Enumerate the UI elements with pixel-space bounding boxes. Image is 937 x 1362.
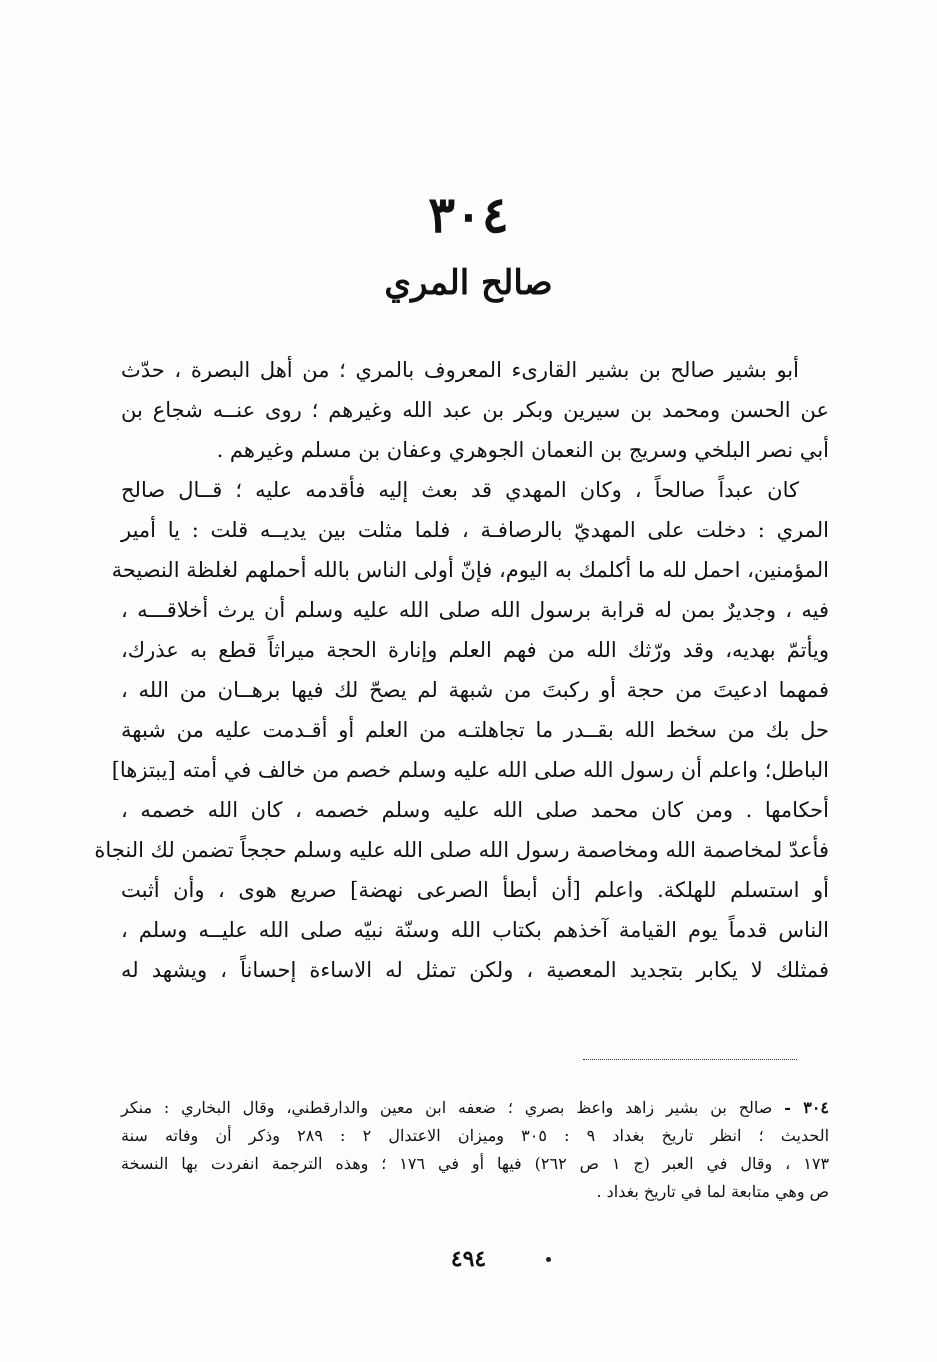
- footnote-number: ٣٠٤ -: [784, 1098, 829, 1117]
- entry-title: صالح المري: [384, 263, 553, 303]
- body-line: ويأتمّ بهديه، وقد ورّثك الله من فهم العلم وإنارة الحجة ميراثاً قطع به عذرك،: [121, 638, 829, 662]
- footnote-line: [121, 1094, 829, 1122]
- body-line: المؤمنين، احمل لله ما أكلمك به اليوم، فإنّ أولى الناس بالله أحملهم لغلظة النصيحة: [111, 558, 829, 582]
- body-line: أبو بشير صالح بن بشير القارىء المعروف بالمري ؛ من أهل البصرة ، حدّث: [121, 358, 799, 382]
- body-line: المري : دخلت على المهديّ بالرصافـة ، فلما مثلت بين يديــه قلت : يا أمير: [121, 518, 829, 542]
- body-line: كان عبداً صالحاً ، وكان المهدي قد بعث إليه فأقدمه عليه ؛ قــال صالح: [121, 478, 799, 502]
- body-line: الباطل؛ واعلم أن رسول الله صلى الله عليه وسلم خصم من خالف في أمته [يبتزها]: [111, 758, 829, 782]
- page-number: ٤٩٤: [450, 1246, 487, 1272]
- page-dot: [546, 1257, 551, 1262]
- footnote-line: ١٧٣ ، وقال في العبر (ج ١ ص ٢٦٢) فيها أو في ١٧٦ ؛ وهذه الترجمة انفردت بها النسخة: [121, 1154, 830, 1173]
- footnote-divider: [583, 1059, 797, 1060]
- body-line: فأعدّ لمخاصمة الله ومخاصمة رسول الله صلى الله عليه وسلم حججاً تضمن لك النجاة: [94, 838, 829, 862]
- footnote: [121, 1094, 829, 1206]
- body-line: فمثلك لا يكابر بتجديد المعصية ، ولكن تمثل له الاساءة إحساناً ، ويشهد له: [121, 958, 829, 982]
- footnote-line: ص وهي متابعة لما في تاريخ بغداد .: [596, 1182, 829, 1201]
- body-line: فمهما ادعيتَ من حجة أو ركبتَ من شبهة لم يصحّ لك فيها برهــان من الله ،: [121, 678, 829, 702]
- body-line: فيه ، وجديرٌ بمن له قرابة برسول الله صلى الله عليه وسلم أن يرث أخلاقـــه ،: [121, 598, 829, 622]
- body-line: أو استسلم للهلكة. واعلم [أن أبطأ الصرعى نهضة] صريع هوى ، وأن أثبت: [121, 878, 829, 902]
- body-line: أحكامها . ومن كان محمد صلى الله عليه وسلم خصمه ، كان الله خصمه ،: [121, 798, 829, 822]
- footnote-line-text: صالح بن بشير زاهد واعظ بصري ؛ ضعفه ابن معين والدارقطني، وقال البخاري : منكر: [121, 1098, 773, 1117]
- body-line: أبي نصر البلخي وسريج بن النعمان الجوهري وعفان بن مسلم وغيرهم .: [216, 438, 829, 462]
- footnote-line: الحديث ؛ انظر تاريخ بغداد ٩ : ٣٠٥ وميزان الاعتدال ٢ : ٢٨٩ وذكر أن وفاته سنة: [121, 1126, 830, 1145]
- entry-number: ٣٠٤: [428, 185, 509, 244]
- body-text: [94, 350, 829, 990]
- body-line: عن الحسن ومحمد بن سيرين وبكر بن عبد الله وغيرهم ؛ روى عنــه شجاع بن: [121, 398, 829, 422]
- body-line: الناس قدماً يوم القيامة آخذهم بكتاب الله وسنّة نبيّه صلى الله عليــه وسلم ،: [121, 918, 829, 942]
- body-line: حل بك من سخط الله بقــدر ما تجاهلتـه من العلم أو أقـدمت عليه من شبهة: [121, 718, 829, 742]
